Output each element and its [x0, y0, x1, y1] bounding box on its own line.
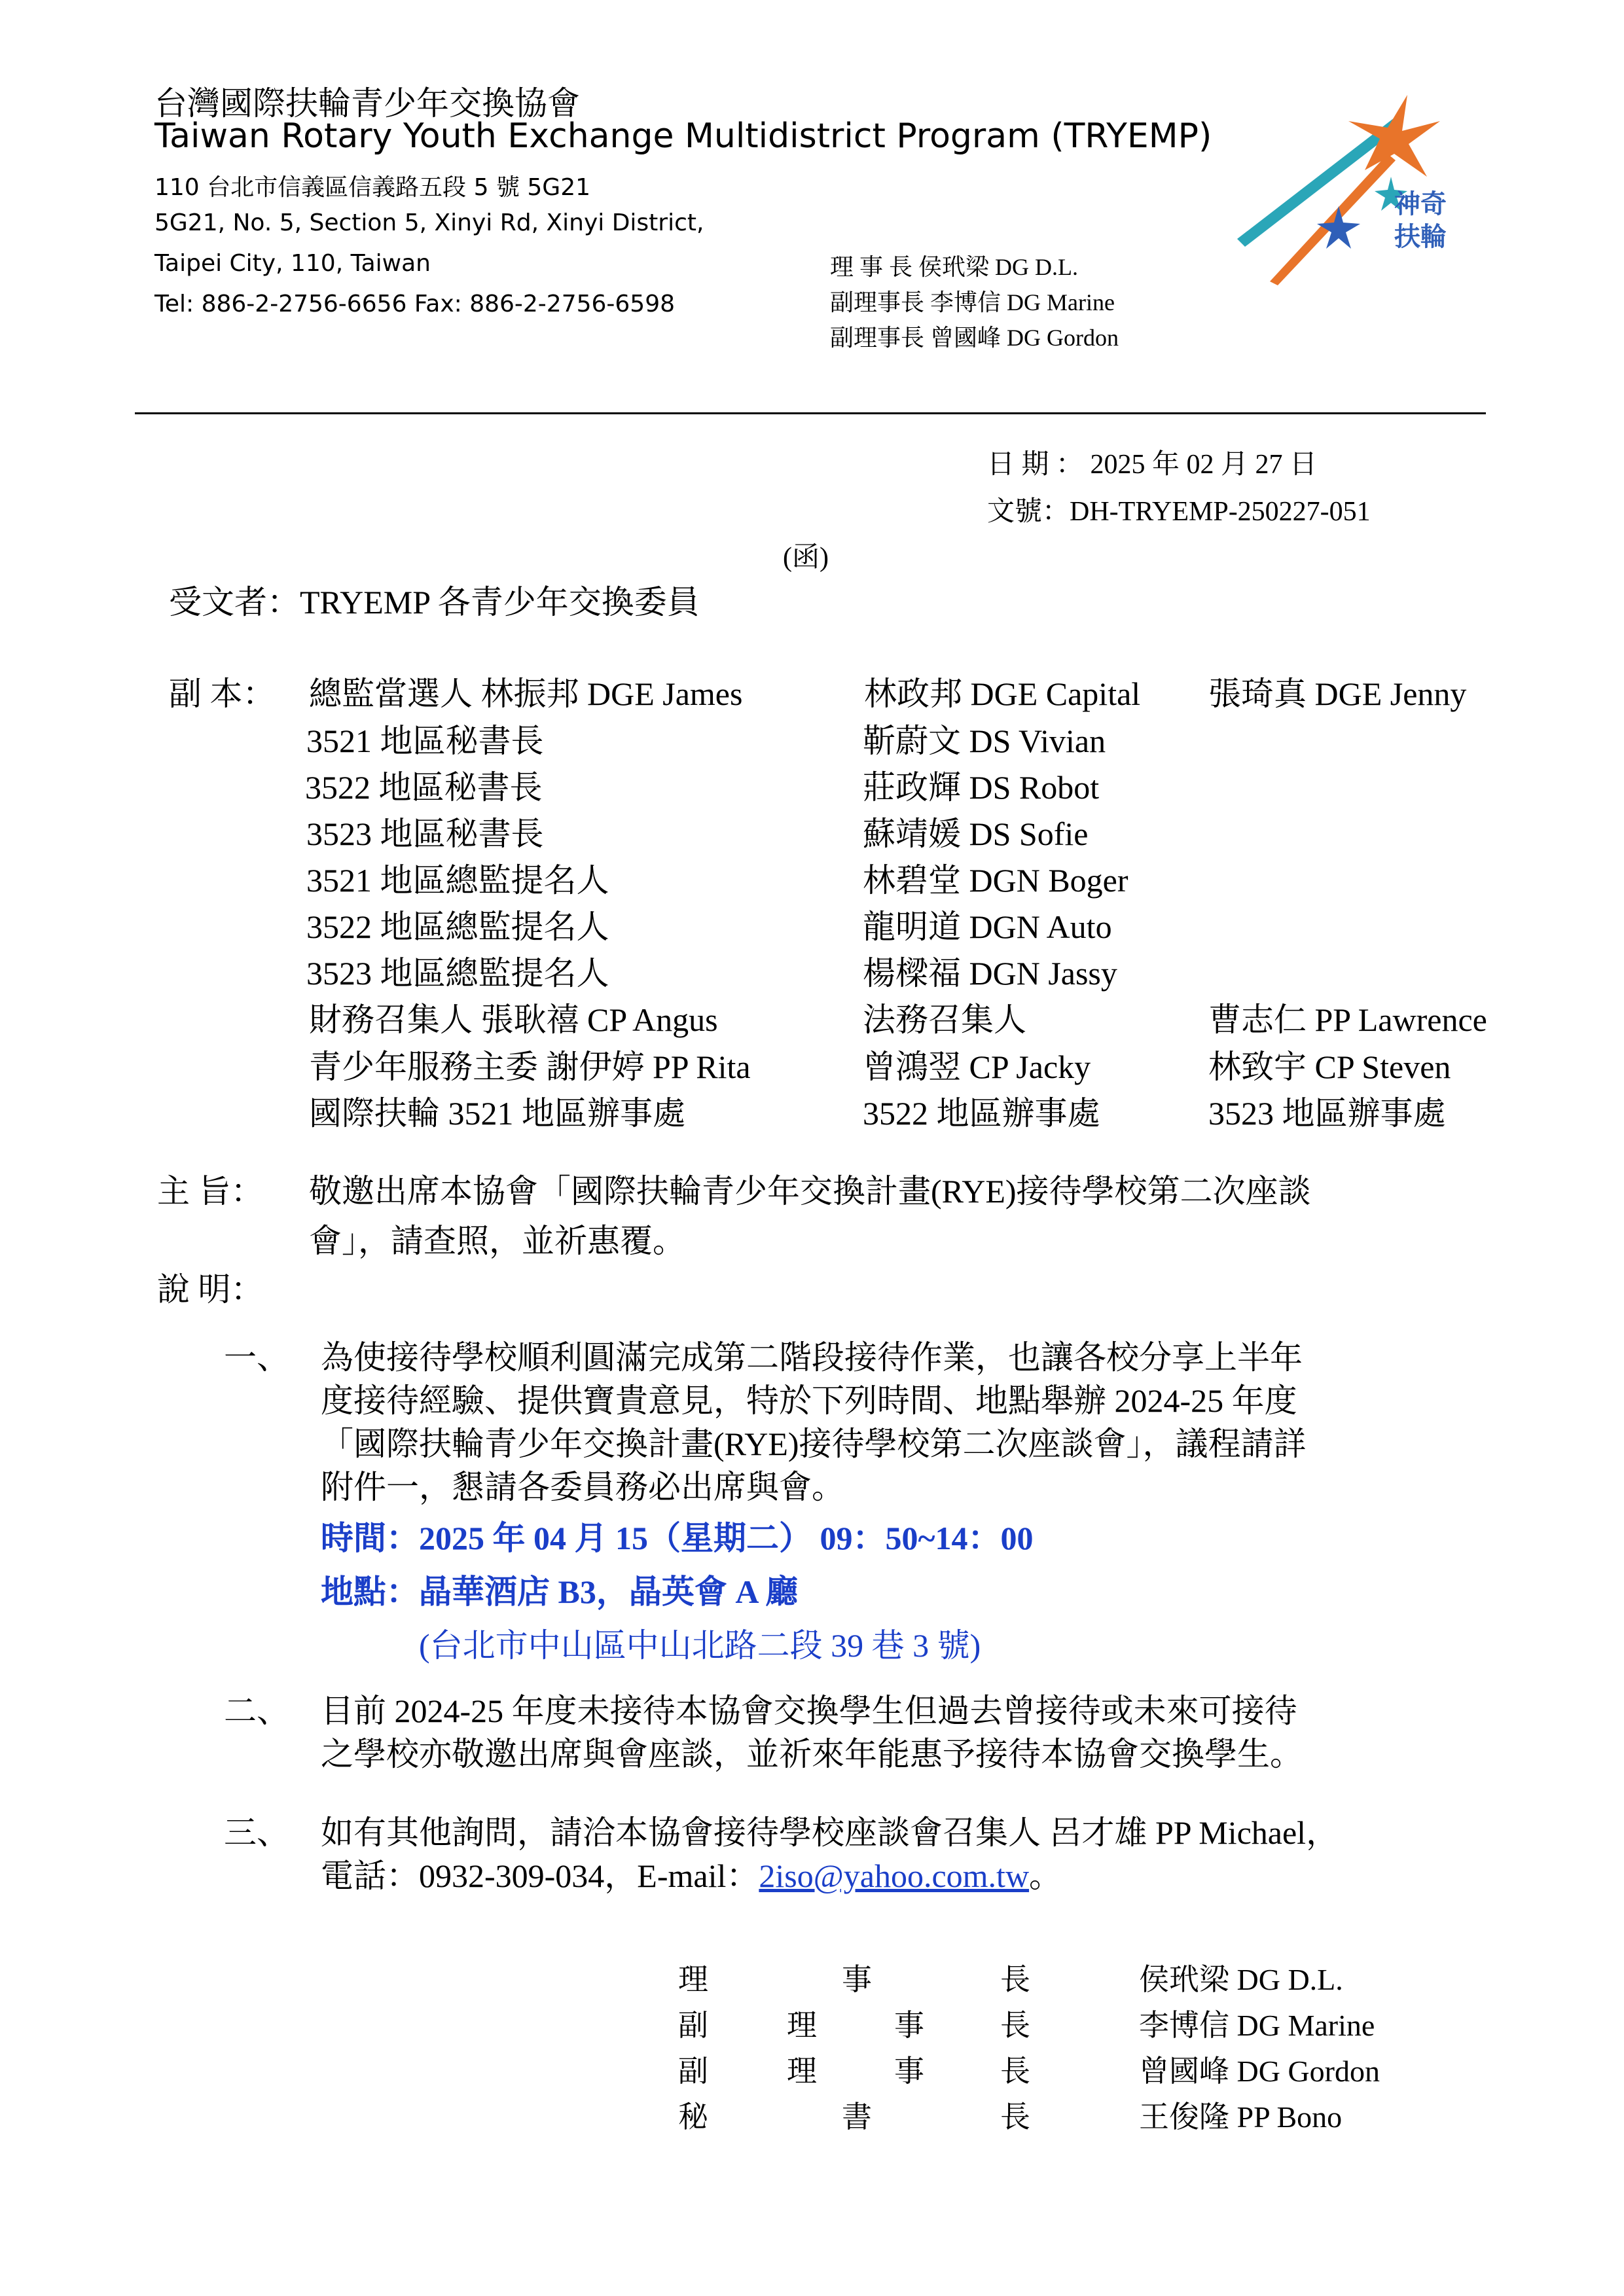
- header-divider: [135, 412, 1486, 414]
- item-1-line-4: 附件一，懇請各委員務必出席與會。: [321, 1469, 844, 1505]
- explanation-label: 說 明：: [157, 1271, 264, 1308]
- item-3-line-1: 如有其他詢問，請洽本協會接待學校座談會召集人 呂才雄 PP Michael，: [321, 1814, 1339, 1851]
- cc-row-3-col-2: 莊政輝 DS Robot: [863, 769, 1100, 806]
- cc-row-9-col-3: 林致宇 CP Steven: [1208, 1049, 1451, 1085]
- document-type: (函): [783, 543, 829, 573]
- contact-phone: 電話：0932-309-034，E-mail：: [321, 1857, 759, 1894]
- sig-3-name: 曾國峰 DG Gordon: [1139, 2054, 1380, 2088]
- item-3-line-2: [321, 1850, 1062, 1897]
- item-2-line-2: 之學校亦敬邀出席與會座談，並祈來年能惠予接待本協會交換學生。: [321, 1736, 1303, 1772]
- cc-row-6-col-2: 龍明道 DGN Auto: [863, 908, 1112, 945]
- org-name-chinese: 台灣國際扶輪青少年交換協會: [154, 85, 580, 122]
- cc-row-9-col-2: 曾鴻翌 CP Jacky: [863, 1049, 1091, 1085]
- sig-2-title-char-2: 理: [787, 2009, 817, 2042]
- header-officer-vp-2: 副理事長 曾國峰 DG Gordon: [830, 325, 1119, 351]
- sig-2-title-char-3: 事: [894, 2009, 924, 2042]
- cc-label: 副 本：: [169, 675, 276, 712]
- item-3-number: 三、: [224, 1814, 289, 1851]
- contact-email-link[interactable]: 2iso@yahoo.com.tw: [759, 1857, 1030, 1894]
- cc-row-5-col-2: 林碧堂 DGN Boger: [863, 862, 1128, 899]
- cc-row-5-col-1: 3521 地區總監提名人: [306, 862, 609, 899]
- cc-row-10-col-3: 3523 地區辦事處: [1208, 1095, 1446, 1132]
- sig-4-title-char-1: 秘: [678, 2100, 708, 2134]
- tel-fax: Tel: 886-2-2756-6656 Fax: 886-2-2756-6598: [154, 291, 676, 317]
- sig-1-title-char-1: 理: [678, 1963, 708, 1996]
- cc-row-8-col-2: 法務召集人: [863, 1001, 1026, 1038]
- sig-1-title-char-2: 事: [842, 1963, 872, 1996]
- cc-row-9-col-1: 青少年服務主委 謝伊婷 PP Rita: [309, 1049, 751, 1085]
- sig-4-name: 王俊隆 PP Bono: [1139, 2100, 1343, 2134]
- sig-3-title-char-3: 事: [894, 2054, 924, 2088]
- meeting-place: 地點：晶華酒店 B3，晶英會 A 廳: [321, 1573, 799, 1610]
- sig-1-name: 侯玳梁 DG D.L.: [1139, 1963, 1343, 1996]
- item-1-line-2: 度接待經驗、提供寶貴意見，特於下列時間、地點舉辦 2024-25 年度: [321, 1382, 1297, 1419]
- meeting-time: 時間：2025 年 04 月 15（星期二） 09：50~14：00: [321, 1520, 1034, 1556]
- document-number: 文號：DH-TRYEMP-250227-051: [987, 497, 1371, 527]
- sig-2-title-char-1: 副: [678, 2009, 708, 2042]
- cc-row-7-col-1: 3523 地區總監提名人: [306, 955, 609, 992]
- sig-4-title-char-2: 書: [842, 2100, 872, 2134]
- org-name-english: Taiwan Rotary Youth Exchange Multidistrict Program (TRYEMP): [154, 117, 1212, 156]
- meeting-address: (台北市中山區中山北路二段 39 巷 3 號): [419, 1627, 981, 1664]
- cc-row-10-col-1: 國際扶輪 3521 地區辦事處: [309, 1095, 685, 1132]
- cc-row-7-col-2: 楊樑福 DGN Jassy: [863, 955, 1117, 992]
- address-chinese: 110 台北市信義區信義路五段 5 號 5G21: [154, 174, 591, 201]
- header-officer-president: 理 事 長 侯玳梁 DG D.L.: [830, 254, 1078, 280]
- cc-row-3-col-1: 3522 地區秘書長: [305, 769, 543, 806]
- cc-row-1-col-1: 總監當選人 林振邦 DGE James: [309, 675, 743, 712]
- cc-row-4-col-2: 蘇靖媛 DS Sofie: [863, 816, 1089, 852]
- subject-line-1: 敬邀出席本協會「國際扶輪青少年交換計畫(RYE)接待學校第二次座談: [309, 1173, 1311, 1210]
- item-1-line-3: 「國際扶輪青少年交換計畫(RYE)接待學校第二次座談會」，議程請詳: [321, 1426, 1307, 1462]
- item-1-number: 一、: [224, 1339, 289, 1376]
- item-2-line-1: 目前 2024-25 年度未接待本協會交換學生但過去曾接待或未來可接待: [321, 1693, 1297, 1729]
- cc-row-4-col-1: 3523 地區秘書長: [306, 816, 544, 852]
- sig-2-title-char-4: 長: [1000, 2009, 1030, 2042]
- recipient: 受文者：TRYEMP 各青少年交換委員: [169, 584, 700, 620]
- header-officer-vp-1: 副理事長 李博信 DG Marine: [830, 289, 1115, 315]
- item-3-line-2-suffix: 。: [1029, 1857, 1062, 1894]
- sig-3-title-char-4: 長: [1000, 2054, 1030, 2088]
- cc-row-6-col-1: 3522 地區總監提名人: [306, 908, 609, 945]
- sig-3-title-char-1: 副: [678, 2054, 708, 2088]
- cc-row-1-col-2: 林政邦 DGE Capital: [864, 675, 1141, 712]
- subject-line-2: 會」，請查照，並祈惠覆。: [309, 1223, 685, 1259]
- address-english-line-1: 5G21, No. 5, Section 5, Xinyi Rd, Xinyi District,: [154, 209, 704, 236]
- sig-1-title-char-3: 長: [1000, 1963, 1030, 1996]
- logo-text-1: 神奇: [1394, 189, 1447, 219]
- cc-row-8-col-3: 曹志仁 PP Lawrence: [1208, 1001, 1487, 1038]
- cc-row-2-col-2: 靳蔚文 DS Vivian: [863, 723, 1106, 759]
- address-english-line-2: Taipei City, 110, Taiwan: [154, 250, 431, 277]
- rotary-star-logo: [1231, 92, 1453, 288]
- sig-4-title-char-3: 長: [1000, 2100, 1030, 2134]
- cc-row-8-col-1: 財務召集人 張耿禧 CP Angus: [309, 1001, 718, 1038]
- subject-label: 主 旨：: [157, 1173, 264, 1210]
- cc-row-2-col-1: 3521 地區秘書長: [306, 723, 544, 759]
- item-2-number: 二、: [224, 1693, 289, 1729]
- document-date: 日 期 ： 2025 年 02 月 27 日: [987, 450, 1318, 480]
- cc-row-10-col-2: 3522 地區辦事處: [863, 1095, 1100, 1132]
- item-1-line-1: 為使接待學校順利圓滿完成第二階段接待作業，也讓各校分享上半年: [321, 1339, 1303, 1376]
- logo-text-2: 扶輪: [1394, 222, 1447, 252]
- sig-2-name: 李博信 DG Marine: [1139, 2009, 1375, 2042]
- cc-row-1-col-3: 張琦真 DGE Jenny: [1208, 675, 1467, 712]
- sig-3-title-char-2: 理: [787, 2054, 817, 2088]
